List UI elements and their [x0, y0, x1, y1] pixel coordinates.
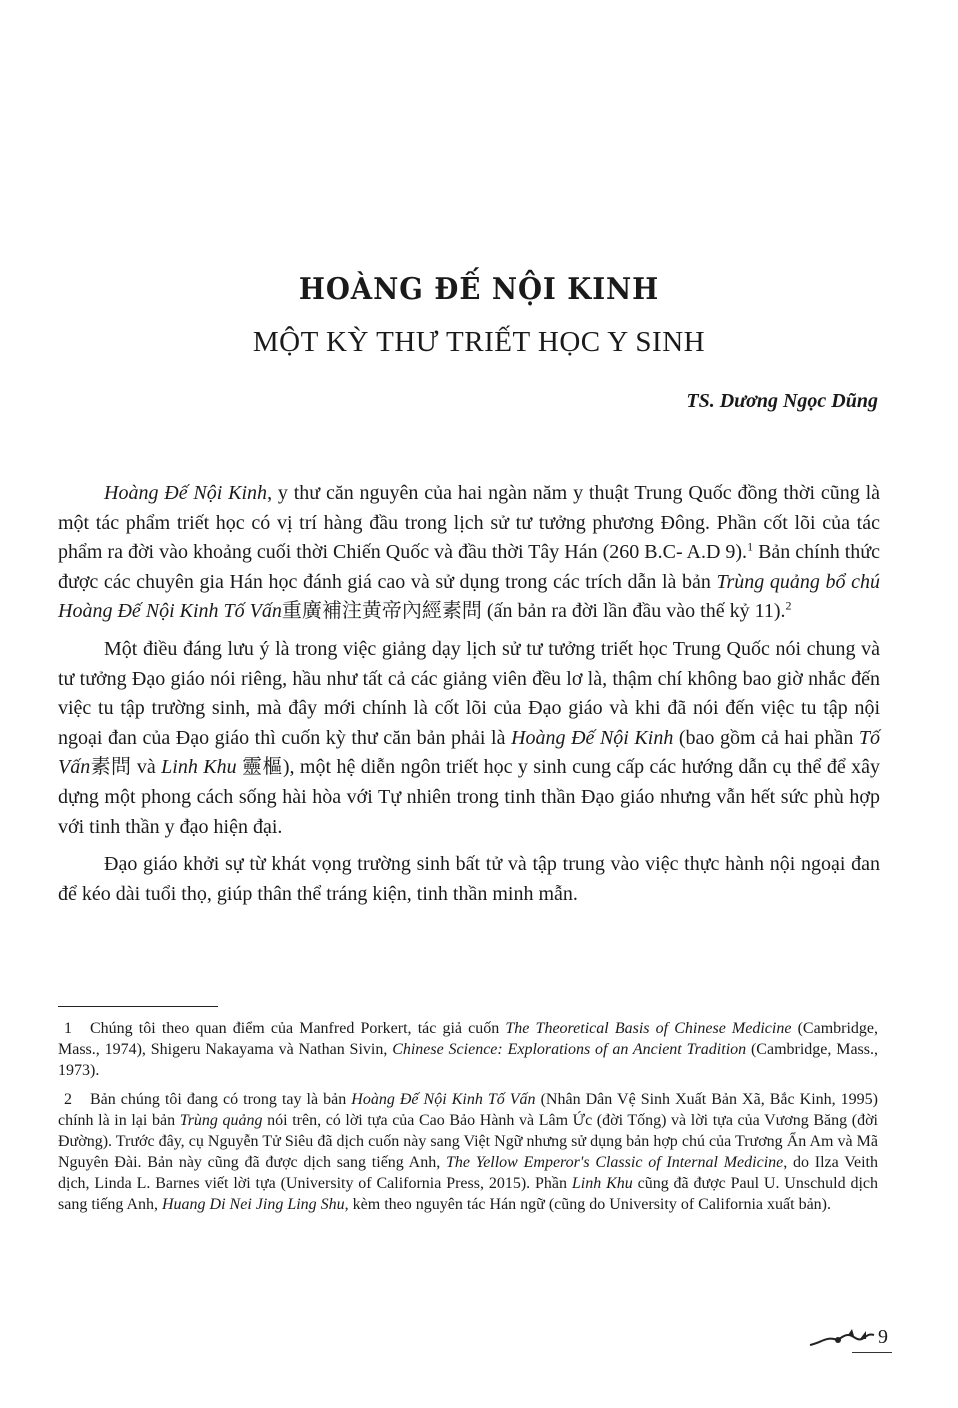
- dragon-ornament-icon: [808, 1327, 876, 1349]
- body-text: [58, 479, 880, 917]
- text-span: 素問 và: [90, 756, 162, 779]
- text-span: Bản chúng tôi đang có trong tay là bản: [90, 1091, 352, 1108]
- text-span: Trùng quảng bổ chú Hoàng Đế Nội Kinh Tố Vấn: [58, 570, 881, 623]
- footnote-ref: 2: [785, 598, 792, 613]
- footnote-number: 1: [64, 1020, 72, 1037]
- text-span: (ấn bản ra đời lần đầu vào thế kỷ 11).: [481, 600, 786, 623]
- paragraph-2: [58, 635, 880, 842]
- page-footer: [808, 1326, 888, 1349]
- text-span: (bao gồm cả hai phần: [673, 726, 859, 749]
- page-number-underline: [852, 1352, 892, 1353]
- text-span: (Cambridge, Mass., 1974), Shigeru Nakayama và Nathan Sivin,: [58, 1020, 879, 1058]
- text-span: Huang Di Nei Jing Ling Shu: [162, 1196, 345, 1213]
- text-span: 靈樞), một hệ diễn ngôn triết học y sinh cung cấp các hướng dẫn cụ thể để xây dựng một phong cách sống hài hòa với Tự nhiên trong tinh thần Đạo giáo nhưng vẫn hết sức phù hợp với tinh thần y đạo hiện đại.: [58, 756, 880, 838]
- text-span: Linh Khu: [571, 1175, 633, 1192]
- text-span: Tố Vấn: [58, 726, 881, 779]
- text-span: Bản chính thức được các chuyên gia Hán học đánh giá cao và sử dụng trong các trích dẫn là bản: [58, 541, 880, 593]
- text-span: Hoàng Đế Nội Kinh Tố Vấn: [351, 1091, 536, 1108]
- paragraph-3: [58, 850, 880, 909]
- chinese-text: 重廣補注黄帝內經素問: [281, 600, 482, 623]
- text-span: The Theoretical Basis of Chinese Medicine: [505, 1020, 792, 1037]
- footnote-ref: 1: [747, 539, 754, 554]
- page-title: HOÀNG ĐẾ NỘI KINH: [298, 272, 660, 307]
- text-span: Hoàng Đế Nội Kinh: [511, 726, 674, 749]
- footnote-1: [58, 1018, 878, 1081]
- footnote-2: [58, 1089, 878, 1215]
- text-span: Đạo giáo khởi sự từ khát vọng trường sinh bất tử và tập trung vào việc thực hành nội ngoại đan để kéo dài tuổi thọ, giúp thân thể tráng kiện, tinh thần minh mẫn.: [58, 853, 880, 905]
- footnote-number: 2: [64, 1091, 72, 1108]
- text-span: Chúng tôi theo quan điểm của Manfred Porkert, tác giả cuốn: [90, 1020, 506, 1037]
- text-span: nói trên, có lời tựa của Cao Bảo Hành và Lâm Ức (đời Tống) và lời tựa của Vương Băng (đời Đường). Trước đây, cụ Nguyễn Tử Siêu đã dịch cuốn này sang Việt Ngữ nhưng sử dụng bản hợp chú của Trương Ẩn Am và Mã Nguyên Đài. Bản này cũng đã được dịch sang tiếng Anh,: [58, 1112, 878, 1171]
- footnote-divider: [58, 1006, 218, 1007]
- text-span: , kèm theo nguyên tác Hán ngữ (cũng do University of California xuất bản).: [344, 1196, 831, 1213]
- author-name: TS. Dương Ngọc Dũng: [686, 390, 878, 412]
- text-span: , do Ilza Veith dịch, Linda L. Barnes viết lời tựa (University of California Press, 2015). Phần: [58, 1154, 878, 1192]
- text-span: (Cambridge, Mass., 1973).: [58, 1041, 879, 1079]
- text-span: Hoàng Đế Nội Kinh: [104, 482, 268, 504]
- footnotes: [58, 1018, 878, 1223]
- page-subtitle: MỘT KỲ THƯ TRIẾT HỌC Y SINH: [252, 326, 706, 358]
- text-span: Trùng quảng: [179, 1112, 263, 1129]
- text-span: , y thư căn nguyên của hai ngàn năm y thuật Trung Quốc đồng thời cũng là một tác phẩm triết học có vị trí hàng đầu trong lịch sử tư tưởng phương Đông. Phần cốt lõi của tác phẩm ra đời vào khoảng cuối thời Chiến Quốc và đầu thời Tây Hán (260 B.C- A.D 9).: [58, 482, 881, 564]
- page-number: 9: [878, 1326, 888, 1348]
- text-span: Chinese Science: Explorations of an Ancient Tradition: [392, 1041, 747, 1058]
- text-span: Một điều đáng lưu ý là trong việc giảng dạy lịch sử tư tưởng triết học Trung Quốc nói chung và tư tưởng Đạo giáo nói riêng, hầu như tất cả các giảng viên đều lơ là, thậm chí không bao giờ nhắc đến việc tu tập trường sinh, mà đây mới chính là cốt lõi của Đạo giáo và khi đã nói đến việc tu tập nội ngoại đan của Đạo giáo thì cuốn kỳ thư căn bản phải là: [58, 637, 880, 749]
- text-span: Linh Khu: [161, 756, 237, 779]
- paragraph-1: [58, 479, 880, 627]
- text-span: The Yellow Emperor's Classic of Internal Medicine: [446, 1154, 784, 1171]
- text-span: cũng đã được Paul U. Unschuld dịch sang tiếng Anh,: [58, 1175, 879, 1213]
- text-span: (Nhân Dân Vệ Sinh Xuất Bản Xã, Bắc Kinh, 1995) chính là in lại bản: [58, 1091, 878, 1129]
